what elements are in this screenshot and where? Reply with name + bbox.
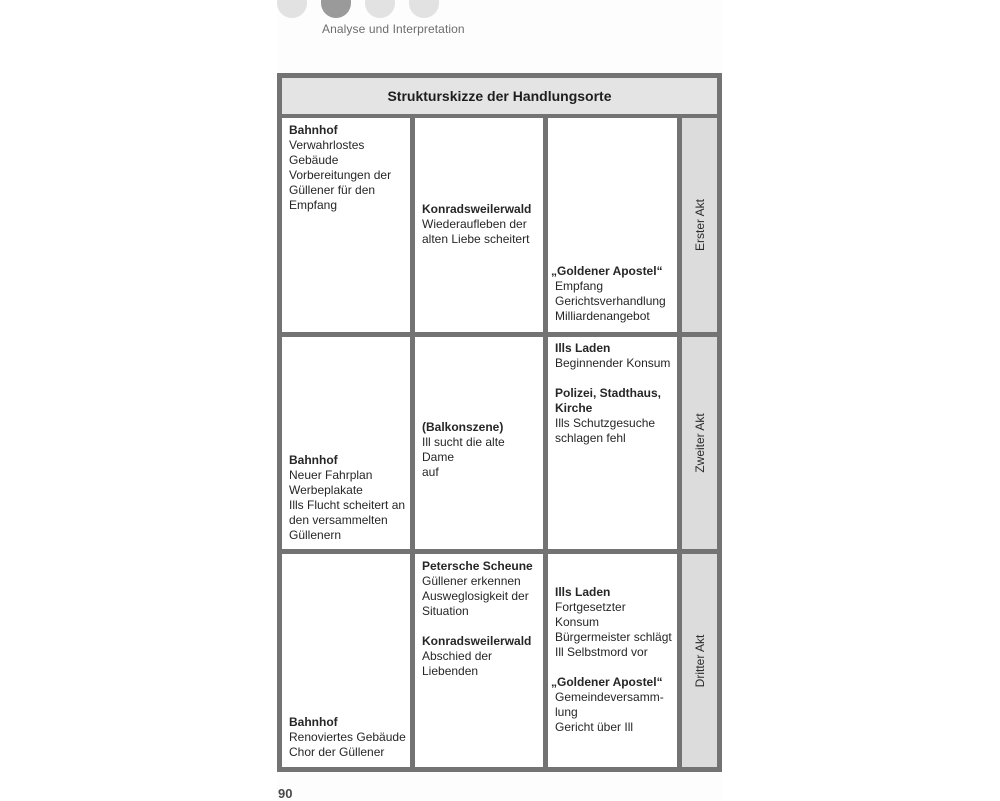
cell-line: Wiederaufleben der xyxy=(422,217,527,231)
place-name: Konradsweilerwald xyxy=(422,634,532,648)
cell-line: Werbeplakate xyxy=(289,483,363,497)
spacer xyxy=(555,371,673,386)
cell-act2-col1 xyxy=(282,337,410,549)
place-name: Petersche Scheune xyxy=(422,559,533,573)
cell-line: Ill Selbstmord vor xyxy=(555,645,648,659)
place-name: Ills Laden xyxy=(555,585,611,599)
cell-line: Fortgesetzter Konsum xyxy=(555,600,626,629)
act-label: Zweiter Akt xyxy=(692,413,707,473)
cell-line: schlagen fehl xyxy=(555,431,626,445)
cell-line: Gebäude xyxy=(289,153,339,167)
place-name: „Goldener Apostel“ xyxy=(551,675,663,689)
cell-line: Ills Flucht scheitert an xyxy=(289,498,406,512)
cell-line: Empfang xyxy=(289,198,338,212)
cell-line: Beginnender Konsum xyxy=(555,356,671,370)
spacer xyxy=(555,660,673,675)
cell-line: Renoviertes Gebäude xyxy=(289,730,406,744)
cell-line: Liebenden xyxy=(422,664,479,678)
act-label-cell xyxy=(682,554,717,767)
place-name: „Goldener Apostel“ xyxy=(551,264,663,278)
act-label-cell xyxy=(682,337,717,549)
cell-line: Situation xyxy=(422,604,469,618)
place-name: Bahnhof xyxy=(289,715,338,729)
cell-line: Empfang xyxy=(555,279,604,293)
place-name: (Balkonszene) xyxy=(422,420,504,434)
act-label: Erster Akt xyxy=(692,198,707,252)
place-name: Polizei, Stadthaus, xyxy=(555,386,662,400)
cell-line: Güllenern xyxy=(289,528,342,542)
act-label: Dritter Akt xyxy=(692,634,707,687)
table-title: Strukturskizze der Handlungsorte xyxy=(282,78,717,114)
cell-act1-col2 xyxy=(415,118,543,332)
place-name: Bahnhof xyxy=(289,453,338,467)
cell-line: Gerichtsverhandlung xyxy=(555,294,666,308)
cell-line: Ills Schutzgesuche xyxy=(555,416,656,430)
cell-line: Chor der Güllener xyxy=(289,745,385,759)
cell-act1-col1 xyxy=(282,118,410,332)
cell-line: Bürgermeister schlägt xyxy=(555,630,672,644)
cell-line: Gericht über Ill xyxy=(555,720,634,734)
cell-line: Ill sucht die alte Dame xyxy=(422,435,505,464)
place-name: Konradsweilerwald xyxy=(422,202,532,216)
cell-line: alten Liebe scheitert xyxy=(422,232,530,246)
cell-line: den versammelten xyxy=(289,513,388,527)
place-name: Kirche xyxy=(555,401,593,415)
place-name: Bahnhof xyxy=(289,123,338,137)
page-number: 90 xyxy=(278,786,293,801)
cell-act2-col2 xyxy=(415,337,543,549)
spacer xyxy=(422,619,539,634)
cell-act1-col3 xyxy=(548,118,677,332)
cell-line: Verwahrlostes xyxy=(289,138,365,152)
place-name: Ills Laden xyxy=(555,341,611,355)
cell-line: Vorbereitungen der xyxy=(289,168,392,182)
cell-line: Neuer Fahrplan xyxy=(289,468,373,482)
cell-act3-col2 xyxy=(415,554,543,767)
cell-line: Milliardenangebot xyxy=(555,309,650,323)
cell-line: Ausweglosigkeit der xyxy=(422,589,529,603)
cell-act3-col3 xyxy=(548,554,677,767)
cell-line: lung xyxy=(555,705,578,719)
cell-line: auf xyxy=(422,465,439,479)
cell-line: Güllener für den xyxy=(289,183,376,197)
section-label: Analyse und Interpretation xyxy=(322,22,465,36)
cell-line: Güllener erkennen xyxy=(422,574,521,588)
cell-act2-col3 xyxy=(548,337,677,549)
act-label-cell xyxy=(682,118,717,332)
cell-line: Gemeindeversamm- xyxy=(555,690,664,704)
cell-act3-col1 xyxy=(282,554,410,767)
cell-line: Abschied der xyxy=(422,649,493,663)
